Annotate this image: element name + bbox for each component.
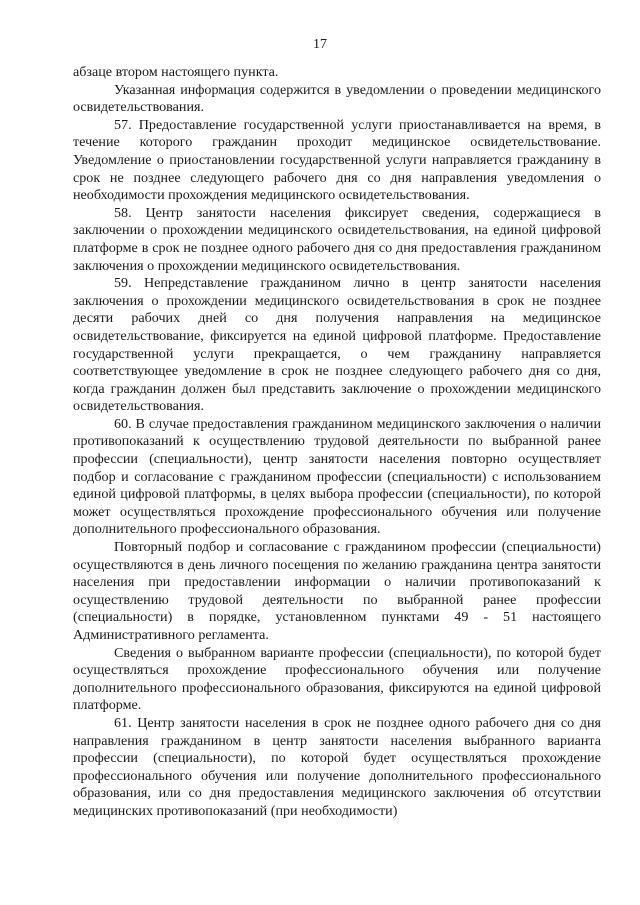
document-body [73,64,601,821]
paragraph-notice-info: Указанная информация содержится в уведомлении о проведении медицинского освидетельствования. [73,81,601,116]
paragraph-59: 59. Непредставление гражданином лично в центр занятости населения заключения о прохождении медицинского освидетельствования в срок не позднее десяти рабочих дней со дня получения направления на медицинское освидетельствование, фиксируется на единой цифровой платформе. Предоставление государственной услуги прекращается, о чем гражданину направляется соответствующее уведомление в срок не позднее следующего рабочего дня со дня, когда гражданин должен был представить заключение о прохождении медицинского освидетельствования. [73,275,601,415]
paragraph-61: 61. Центр занятости населения в срок не позднее одного рабочего дня со дня направления гражданином в центр занятости населения выбранного варианта профессии (специальности), по которой будет осуществляться прохождение профессионального обучения или получение дополнительного профессионального образования, или со дня предоставления медицинского заключения об отсутствии медицинских противопоказаний (при необходимости) [73,714,601,819]
paragraph-60: 60. В случае предоставления гражданином медицинского заключения о наличии противопоказаний к осуществлению трудовой деятельности по выбранной ранее профессии (специальности), центр занятости населения повторно осуществляет подбор и согласование с гражданином профессии (специальности) с использованием единой цифровой платформы, в целях выбора профессии (специальности), по которой может осуществляться прохождение профессионального обучения или получение дополнительного профессионального образования. [73,415,601,538]
paragraph-continuation: абзаце втором настоящего пункта. [73,64,279,80]
paragraph-repeat-selection: Повторный подбор и согласование с гражданином профессии (специальности) осуществляются в день личного посещения по желанию гражданина центра занятости населения при предоставлении информации о наличии противопоказаний к осуществлению трудовой деятельности по выбранной ранее профессии (специальности) в порядке, установленном пунктами 49 - 51 настоящего Административного регламента. [73,539,601,643]
paragraph-57: 57. Предоставление государственной услуги приостанавливается на время, в течение которого гражданин проходит медицинское освидетельствование. Уведомление о приостановлении государственной услуги направляется гражданину в срок не позднее следующего рабочего дня со дня направления уведомления о необходимости прохождения медицинского освидетельствования. [73,116,601,204]
paragraph-selected-variant: Сведения о выбранном варианте профессии (специальности), по которой будет осуществляться прохождение профессионального обучения или получение дополнительного профессионального образования, фиксируются на единой цифровой платформе. [73,644,601,714]
paragraph-58: 58. Центр занятости населения фиксирует сведения, содержащиеся в заключении о прохождении медицинского освидетельствования, на единой цифровой платформе в срок не позднее одного рабочего дня со дня предоставления гражданином заключения о прохождении медицинского освидетельствования. [73,204,601,274]
page-number: 17 [313,37,327,52]
